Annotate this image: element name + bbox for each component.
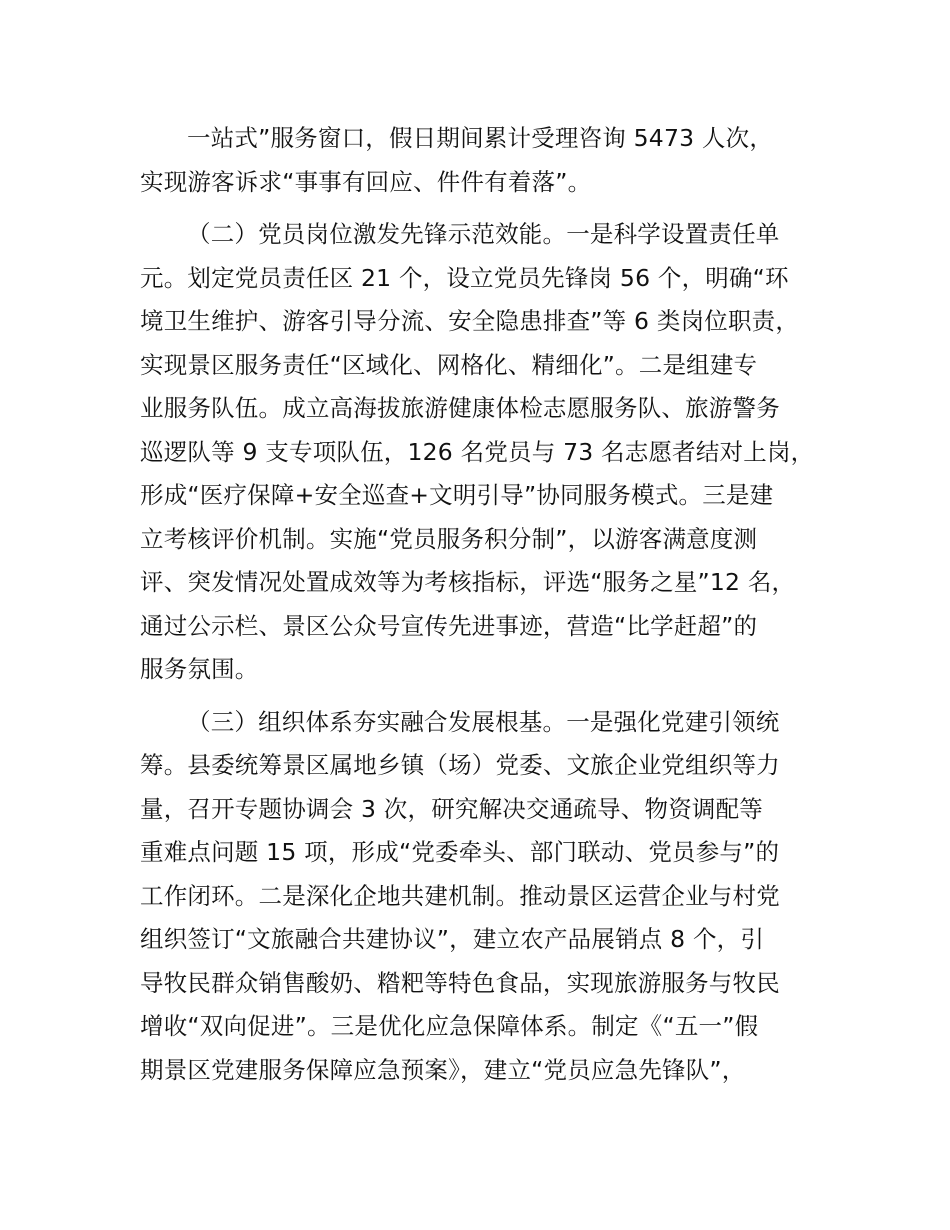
text-line: 形成“医疗保障+安全巡查+文明引导”协同服务模式。三是建	[140, 481, 774, 509]
text-line: 期景区党建服务保障应急预案》，建立“党员应急先锋队”，	[140, 1055, 746, 1084]
text-line: 实现景区服务责任“区域化、网格化、精细化”。二是组建专	[140, 350, 758, 379]
text-line: 立考核评价机制。实施“党员服务积分制”，以游客满意度测	[140, 524, 758, 553]
text-line: 重难点问题 15 项，形成“党委牵头、部门联动、党员参与”的	[140, 838, 780, 866]
text-line: 工作闭环。二是深化企地共建机制。推动景区运营企业与村党	[140, 881, 780, 910]
document-body	[140, 117, 840, 1101]
text-line: 业服务队伍。成立高海拔旅游健康体检志愿服务队、旅游警务	[140, 394, 780, 422]
paragraph-service-window	[140, 117, 840, 204]
text-line: 通过公示栏、景区公众号宣传先进事迹，营造“比学赶超”的	[140, 611, 758, 640]
text-line: 巡逻队等 9 支专项队伍，126 名党员与 73 名志愿者结对上岗，	[140, 437, 815, 466]
text-line: （三）组织体系夯实融合发展根基。一是强化党建引领统	[187, 707, 780, 736]
text-line: 组织签订“文旅融合共建协议”，建立农产品展销点 8 个，引	[140, 925, 765, 953]
text-line: 增收“双向促进”。三是优化应急保障体系。制定《“五一”假	[140, 1012, 759, 1040]
text-line: 服务氛围。	[140, 655, 259, 683]
paragraph-party-posts	[140, 213, 840, 692]
text-line: 一站式”服务窗口，假日期间累计受理咨询 5473 人次，	[187, 124, 774, 152]
text-line: 元。划定党员责任区 21 个，设立党员先锋岗 56 个，明确“环	[140, 263, 789, 292]
text-line: （二）党员岗位激发先锋示范效能。一是科学设置责任单	[187, 220, 780, 248]
text-line: 境卫生维护、游客引导分流、安全隐患排查”等 6 类岗位职责，	[140, 307, 800, 335]
text-line: 实现游客诉求“事事有回应、件件有着落”。	[140, 167, 592, 196]
text-line: 导牧民群众销售酸奶、糌粑等特色食品，实现旅游服务与牧民	[140, 968, 780, 997]
text-line: 评、突发情况处置成效等为考核指标，评选“服务之星”12 名，	[140, 568, 796, 596]
text-line: 量，召开专题协调会 3 次，研究解决交通疏导、物资调配等	[140, 794, 763, 823]
paragraph-organization-system	[140, 701, 840, 1093]
text-line: 筹。县委统筹景区属地乡镇（场）党委、文旅企业党组织等力	[140, 751, 780, 779]
